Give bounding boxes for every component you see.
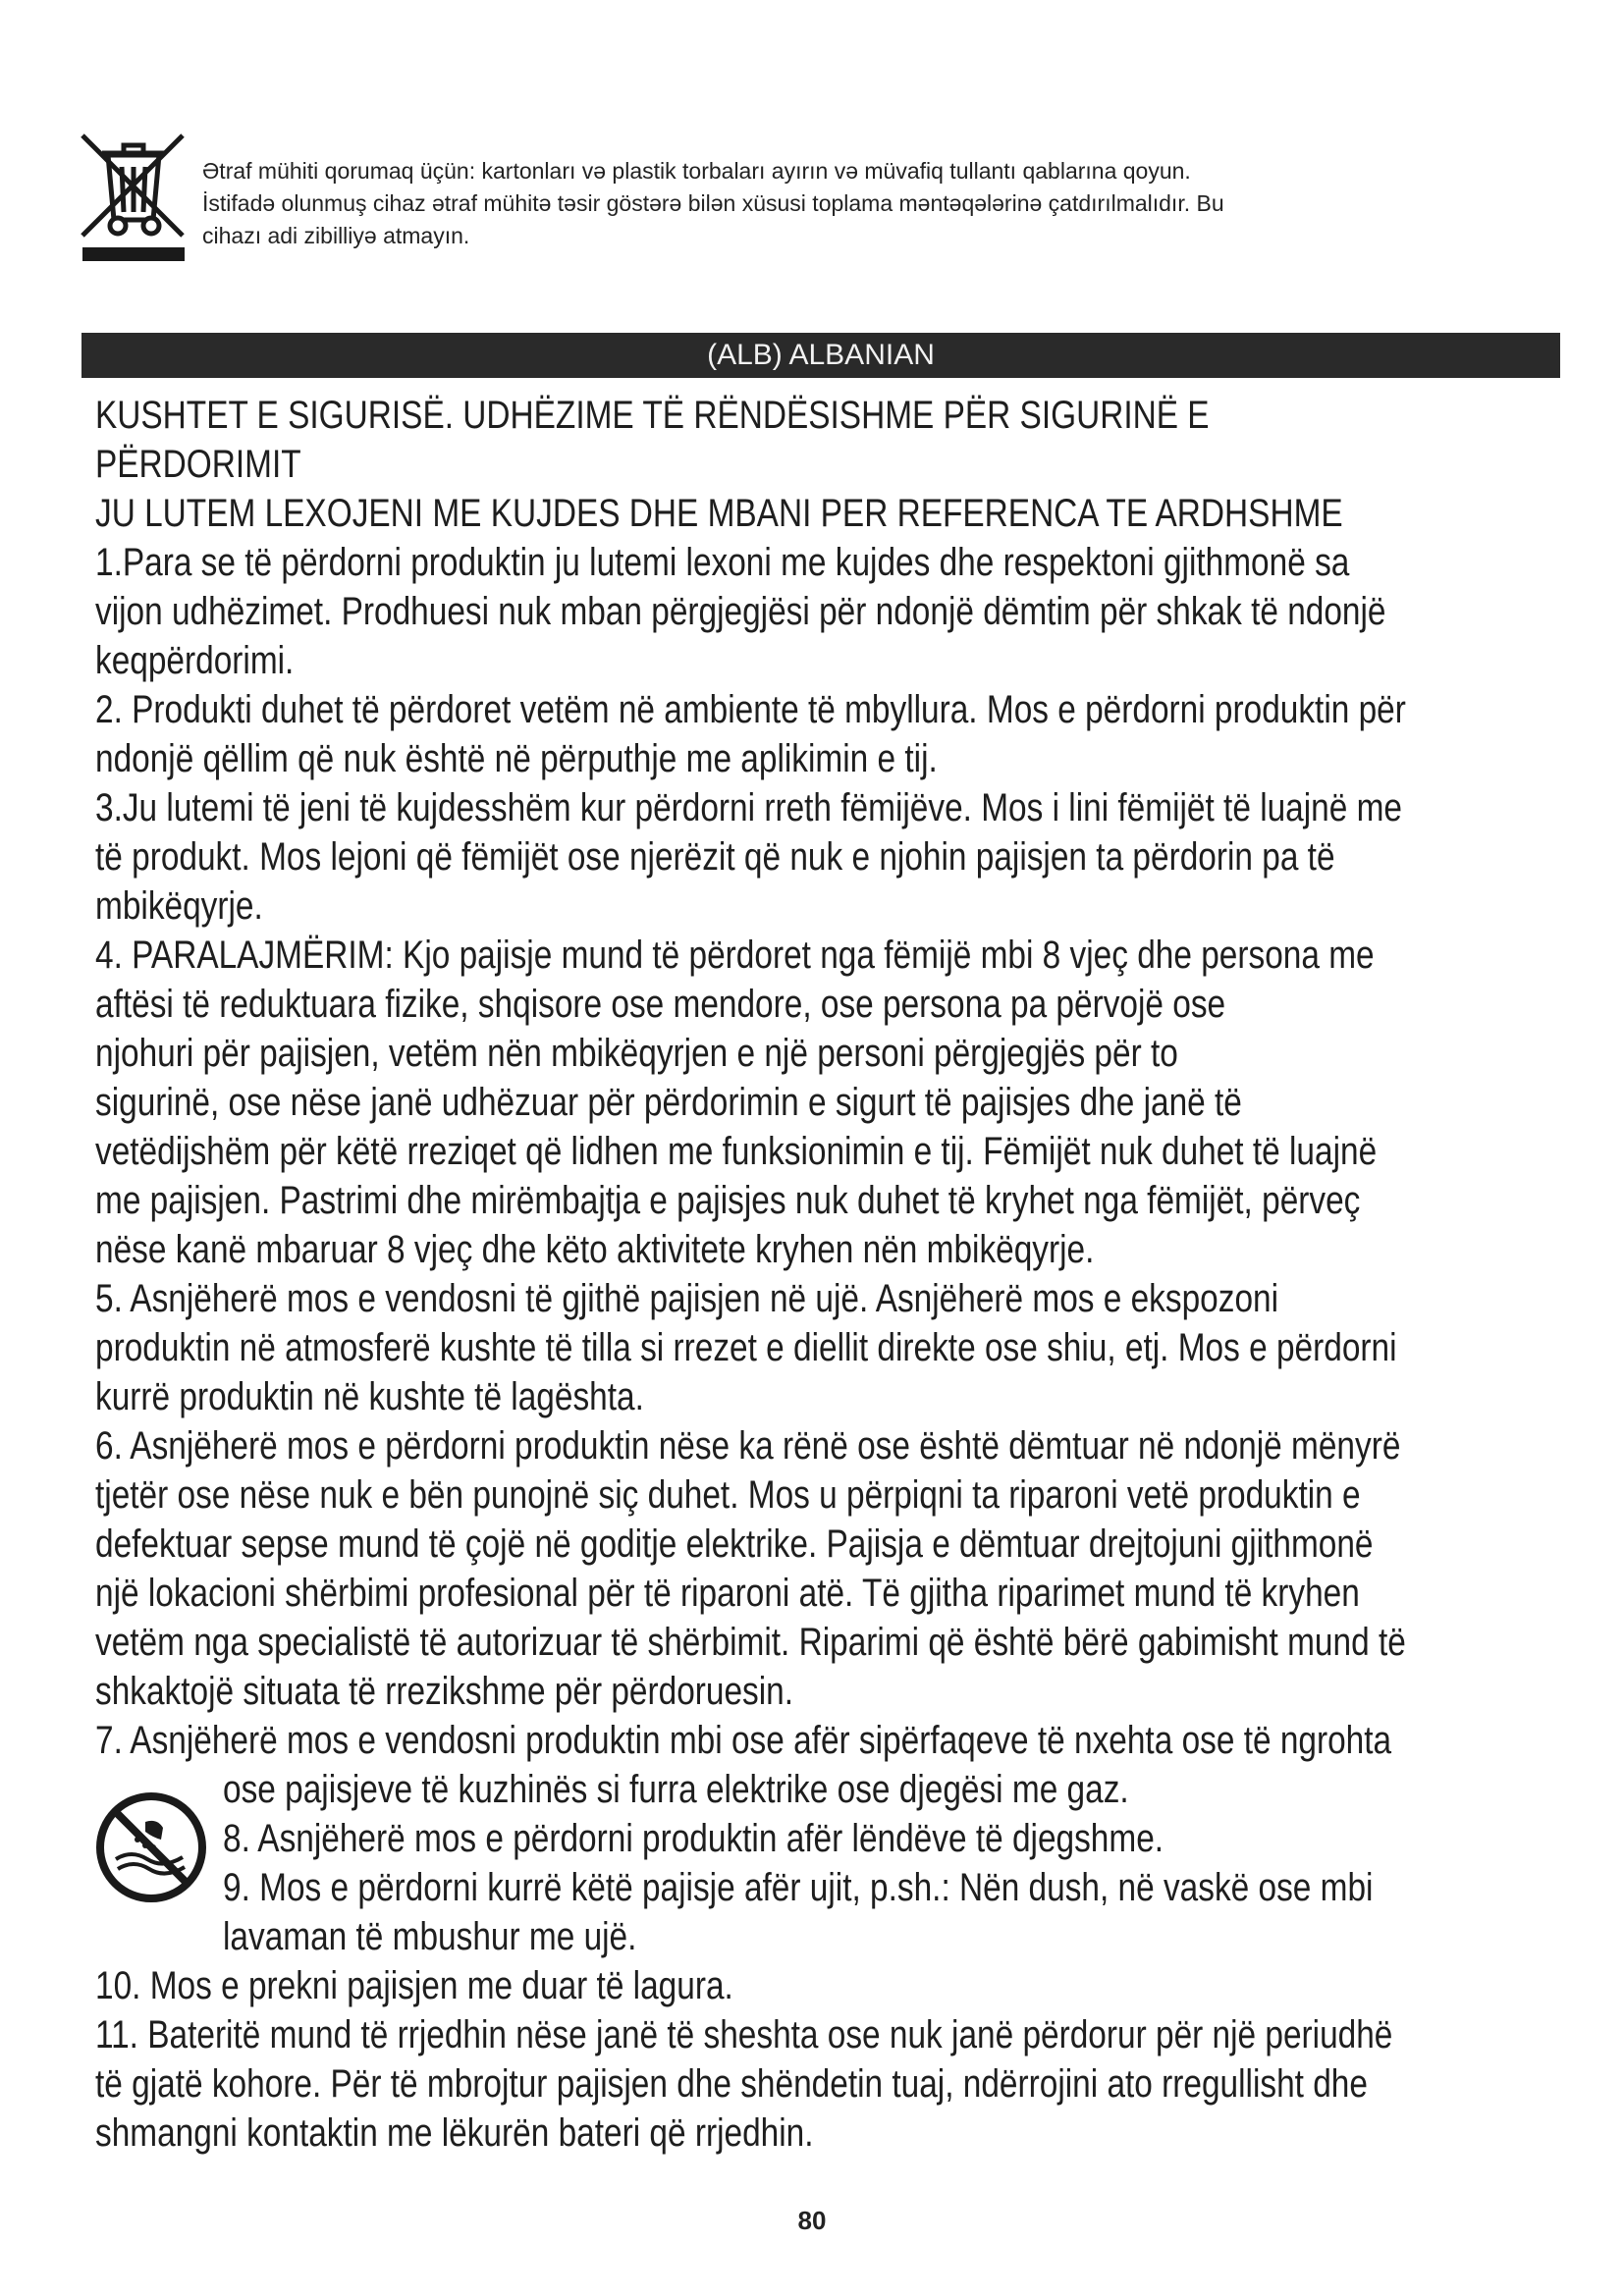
indented-text-line: lavaman të mbushur me ujë. (223, 1915, 637, 1958)
text-line: 6. Asnjëherë mos e përdorni produktin nëse ka rënë ose është dëmtuar në ndonjë mënyrë (95, 1424, 1401, 1468)
disposal-line: İstifadə olunmuş cihaz ətraf mühitə təsir göstərə bilən xüsusi toplama məntəqələrinə çatdırılmalıdır. Bu (202, 190, 1224, 216)
text-line: keqpërdorimi. (95, 639, 295, 682)
safety-instructions (95, 391, 1561, 2158)
disposal-line: Ətraf mühiti qorumaq üçün: kartonları və plastik torbaları ayırın və müvafiq tullantı qablarına qoyun. (202, 158, 1191, 184)
safety-heading: KUSHTET E SIGURISË. UDHËZIME TË RËNDËSISHME PËR SIGURINË E (95, 394, 1210, 437)
disposal-notice (202, 155, 1547, 252)
text-line: vetëm nga specialistë të autorizuar të shërbimit. Riparimi që është bërë gabimisht mund të (95, 1621, 1406, 1664)
text-line: produktin në atmosferë kushte të tilla si rrezet e diellit direkte ose shiu, etj. Mos e përdorni (95, 1326, 1397, 1369)
no-water-near-appliance-icon (92, 1789, 210, 1906)
text-line: shkaktojë situata të rrezikshme për përdoruesin. (95, 1670, 794, 1713)
text-line: 4. PARALAJMËRIM: Kjo pajisje mund të përdoret nga fëmijë mbi 8 vjeç dhe persona me (95, 934, 1375, 977)
text-line: ndonjë qëllim që nuk është në përputhje me aplikimin e tij. (95, 737, 938, 780)
text-line: vijon udhëzimet. Prodhuesi nuk mban përgjegjësi për ndonjë dëmtim për shkak të ndonjë (95, 590, 1386, 633)
text-line: 7. Asnjëherë mos e vendosni produktin mbi ose afër sipërfaqeve të nxehta ose të ngrohta (95, 1719, 1392, 1762)
text-line: vetëdijshëm për këtë rreziqet që lidhen me funksionimin e tij. Fëmijët nuk duhet të luajnë (95, 1130, 1378, 1173)
text-line: njohuri për pajisjen, vetëm nën mbikëqyrjen e një personi përgjegjës për to (95, 1032, 1178, 1075)
text-line: 5. Asnjëherë mos e vendosni të gjithë pajisjen në ujë. Asnjëherë mos e ekspozoni (95, 1277, 1279, 1320)
crossed-out-wheelie-bin-icon (79, 130, 189, 267)
text-line: 11. Bateritë mund të rrjedhin nëse janë të sheshta ose nuk janë përdorur për një periudhë (95, 2013, 1393, 2056)
language-section-bar: (ALB) ALBANIAN (81, 333, 1560, 378)
text-line: mbikëqyrje. (95, 884, 263, 928)
text-line: nëse kanë mbaruar 8 vjeç dhe këto aktivitete kryhen nën mbikëqyrje. (95, 1228, 1095, 1271)
text-line: me pajisjen. Pastrimi dhe mirëmbajtja e pajisjes nuk duhet të kryhet nga fëmijët, përveç (95, 1179, 1361, 1222)
text-line: kurrë produktin në kushte të lagështa. (95, 1375, 644, 1418)
text-line: 3.Ju lutemi të jeni të kujdesshëm kur përdorni rreth fëmijëve. Mos i lini fëmijët të luajnë me (95, 786, 1403, 829)
read-carefully-heading: JU LUTEM LEXOJENI ME KUJDES DHE MBANI PER REFERENCA TE ARDHSHME (95, 492, 1343, 535)
text-line: 10. Mos e prekni pajisjen me duar të lagura. (95, 1964, 733, 2007)
text-line: të gjatë kohore. Për të mbrojtur pajisjen dhe shëndetin tuaj, ndërrojini ato rregullisht dhe (95, 2062, 1368, 2106)
text-line: defektuar sepse mund të çojë në goditje elektrike. Pajisja e dëmtuar drejtojuni gjithmonë (95, 1522, 1374, 1566)
text-line: 2. Produkti duhet të përdoret vetëm në ambiente të mbyllura. Mos e përdorni produktin për (95, 688, 1406, 731)
text-line: një lokacioni shërbimi profesional për të riparoni atë. Të gjitha riparimet mund të kryhen (95, 1572, 1360, 1615)
text-line: aftësi të reduktuara fizike, shqisore ose mendore, ose persona pa përvojë ose (95, 983, 1226, 1026)
indented-text-line: ose pajisjeve të kuzhinës si furra elektrike ose djegësi me gaz. (223, 1768, 1129, 1811)
text-line: sigurinë, ose nëse janë udhëzuar për përdorimin e sigurt të pajisjes dhe janë të (95, 1081, 1242, 1124)
page-number: 80 (797, 2206, 827, 2235)
disposal-line: cihazı adi zibilliyə atmayın. (202, 223, 470, 248)
safety-heading: PËRDORIMIT (95, 443, 301, 486)
indented-text-line: 9. Mos e përdorni kurrë këtë pajisje afër ujit, p.sh.: Nën dush, në vaskë ose mbi (223, 1866, 1374, 1909)
text-line: 1.Para se të përdorni produktin ju lutemi lexoni me kujdes dhe respektoni gjithmonë sa (95, 541, 1350, 584)
indented-text-line: 8. Asnjëherë mos e përdorni produktin afër lëndëve të djegshme. (223, 1817, 1164, 1860)
text-line: tjetër ose nëse nuk e bën punojnë siç duhet. Mos u përpiqni ta riparoni vetë produktin e (95, 1473, 1361, 1517)
text-line: shmangni kontaktin me lëkurën bateri që rrjedhin. (95, 2111, 814, 2155)
text-line: të produkt. Mos lejoni që fëmijët ose njerëzit që nuk e njohin pajisjen ta përdorin pa të (95, 835, 1335, 879)
